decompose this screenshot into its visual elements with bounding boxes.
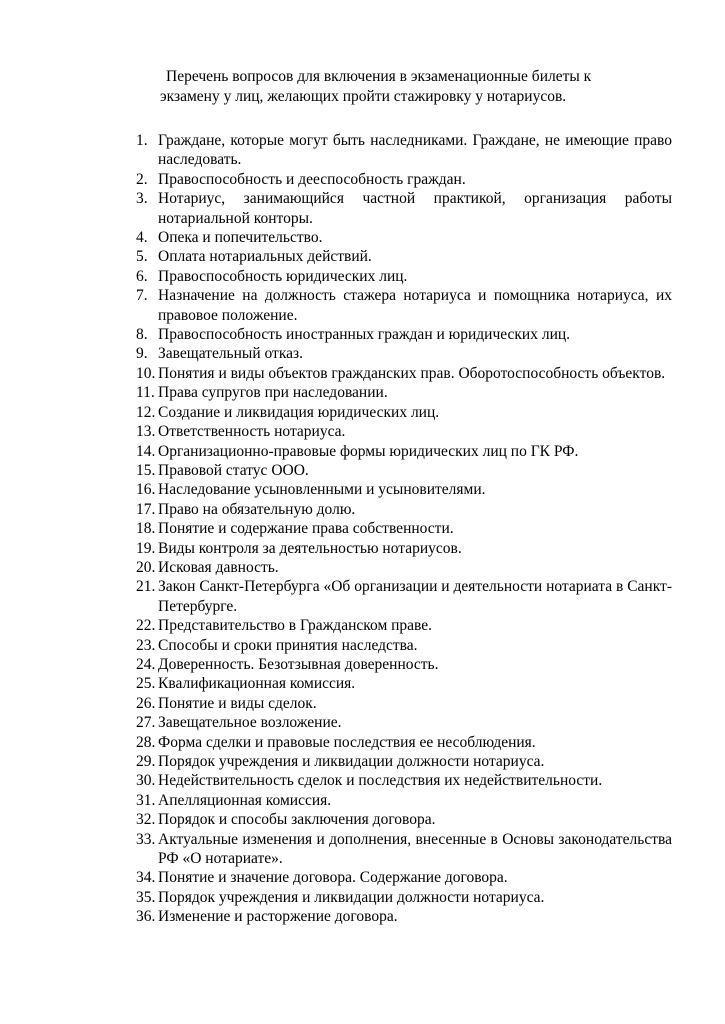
question-item — [136, 674, 672, 693]
question-item — [136, 810, 672, 829]
question-item — [136, 733, 672, 752]
question-item — [136, 791, 672, 810]
question-number: 36. — [136, 908, 156, 926]
question-text: Организационно-правовые формы юридических лиц по ГК РФ. — [158, 442, 579, 460]
question-text: Способы и сроки принятия наследства. — [158, 636, 418, 654]
question-number: 14. — [136, 442, 156, 460]
question-number: 16. — [136, 481, 156, 499]
question-item — [136, 480, 672, 499]
question-number: 15. — [136, 461, 156, 479]
question-text: Граждане, которые могут быть наследниками. Граждане, не имеющие право наследовать. — [158, 132, 672, 169]
question-text: Права супругов при наследовании. — [158, 384, 388, 402]
question-number: 32. — [136, 811, 156, 829]
question-number: 6. — [136, 267, 148, 285]
question-number: 25. — [136, 675, 156, 693]
question-item — [136, 344, 672, 363]
question-item — [136, 325, 672, 344]
question-text: Завещательный отказ. — [158, 345, 303, 363]
question-text: Понятия и виды объектов гражданских прав. Оборотоспособность объектов. — [158, 364, 666, 382]
question-number: 17. — [136, 500, 156, 518]
question-number: 12. — [136, 403, 156, 421]
question-item — [136, 713, 672, 732]
question-item — [136, 131, 672, 170]
title-line-2: экзамену у лиц, желающих пройти стажировку у нотариусов. — [160, 88, 567, 105]
question-item — [136, 403, 672, 422]
question-item — [136, 500, 672, 519]
question-item — [136, 228, 672, 247]
question-item — [136, 636, 672, 655]
question-number: 21. — [136, 578, 156, 596]
question-text: Право на обязательную долю. — [158, 500, 356, 518]
question-text: Понятие и виды сделок. — [158, 694, 317, 712]
question-number: 13. — [136, 423, 156, 441]
question-number: 10. — [136, 364, 156, 382]
question-text: Порядок учреждения и ликвидации должности нотариуса. — [158, 753, 545, 770]
question-number: 8. — [136, 326, 148, 344]
question-item — [136, 422, 672, 441]
question-text: Правоспособность юридических лиц. — [158, 267, 408, 285]
question-number: 29. — [136, 753, 156, 770]
question-text: Квалификационная комиссия. — [158, 675, 356, 693]
question-number: 26. — [136, 694, 156, 712]
question-item — [136, 830, 672, 869]
question-text: Понятие и значение договора. Содержание договора. — [158, 869, 508, 887]
question-text: Виды контроля за деятельностью нотариусов. — [158, 539, 462, 557]
question-list — [136, 131, 672, 927]
question-number: 19. — [136, 539, 156, 557]
question-text: Оплата нотариальных действий. — [158, 248, 372, 266]
question-text: Правоспособность иностранных граждан и юридических лиц. — [158, 326, 571, 344]
question-number: 1. — [136, 132, 148, 149]
question-item — [136, 383, 672, 402]
question-text: Завещательное возложение. — [158, 714, 342, 732]
question-text: Назначение на должность стажера нотариуса и помощника нотариуса, их правовое положение. — [158, 287, 672, 324]
question-number: 20. — [136, 558, 156, 576]
question-item — [136, 694, 672, 713]
question-number: 2. — [136, 170, 148, 188]
question-number: 18. — [136, 520, 156, 538]
question-number: 30. — [136, 772, 156, 790]
document-title — [136, 67, 672, 107]
question-number: 31. — [136, 791, 156, 809]
question-text: Правоспособность и дееспособность граждан. — [158, 170, 466, 188]
question-item — [136, 539, 672, 558]
question-number: 33. — [136, 830, 156, 848]
question-item — [136, 442, 672, 461]
question-text: Изменение и расторжение договора. — [158, 908, 398, 926]
question-text: Правовой статус ООО. — [158, 461, 309, 479]
question-number: 22. — [136, 617, 156, 635]
question-text: Форма сделки и правовые последствия ее несоблюдения. — [158, 733, 536, 751]
question-item — [136, 461, 672, 480]
question-text: Создание и ликвидация юридических лиц. — [158, 403, 440, 421]
question-text: Недействительность сделок и последствия их недействительности. — [158, 772, 603, 790]
question-number: 35. — [136, 888, 156, 906]
question-item — [136, 888, 672, 907]
question-item — [136, 771, 672, 790]
title-line-1: Перечень вопросов для включения в экзаменационные билеты к — [166, 68, 592, 85]
question-number: 28. — [136, 733, 156, 751]
question-item — [136, 189, 672, 228]
question-number: 7. — [136, 287, 148, 305]
question-number: 34. — [136, 869, 156, 887]
question-text: Порядок учреждения и ликвидации должности нотариуса. — [158, 888, 545, 906]
question-item — [136, 577, 672, 616]
question-text: Наследование усыновленными и усыновителями. — [158, 481, 486, 499]
question-number: 27. — [136, 714, 156, 732]
question-text: Представительство в Гражданском праве. — [158, 617, 433, 635]
question-text: Нотариус, занимающийся частной практикой, организация работы нотариальной конторы. — [158, 190, 672, 227]
question-text: Исковая давность. — [158, 558, 279, 576]
question-item — [136, 907, 672, 926]
question-item — [136, 655, 672, 674]
question-text: Доверенность. Безотзывная доверенность. — [158, 655, 439, 673]
question-item — [136, 170, 672, 189]
question-item — [136, 558, 672, 577]
question-item — [136, 868, 672, 887]
question-text: Апелляционная комиссия. — [158, 791, 332, 809]
question-number: 23. — [136, 636, 156, 654]
question-item — [136, 364, 672, 383]
question-number: 11. — [136, 384, 155, 402]
question-text: Закон Санкт-Петербурга «Об организации и деятельности нотариата в Санкт-Петербурге. — [158, 578, 672, 615]
question-text: Актуальные изменения и дополнения, внесенные в Основы законодательства РФ «О нотариате». — [158, 830, 672, 868]
question-item — [136, 616, 672, 635]
question-text: Опека и попечительство. — [158, 229, 323, 247]
question-item — [136, 286, 672, 325]
question-item — [136, 519, 672, 538]
question-text: Порядок и способы заключения договора. — [158, 811, 436, 829]
question-text: Ответственность нотариуса. — [158, 423, 346, 441]
question-number: 9. — [136, 345, 148, 363]
question-item — [136, 752, 672, 771]
question-item — [136, 267, 672, 286]
question-number: 5. — [136, 248, 148, 266]
question-number: 24. — [136, 655, 156, 673]
question-number: 4. — [136, 229, 148, 247]
question-item — [136, 247, 672, 266]
question-number: 3. — [136, 190, 148, 208]
question-text: Понятие и содержание права собственности. — [158, 520, 454, 538]
